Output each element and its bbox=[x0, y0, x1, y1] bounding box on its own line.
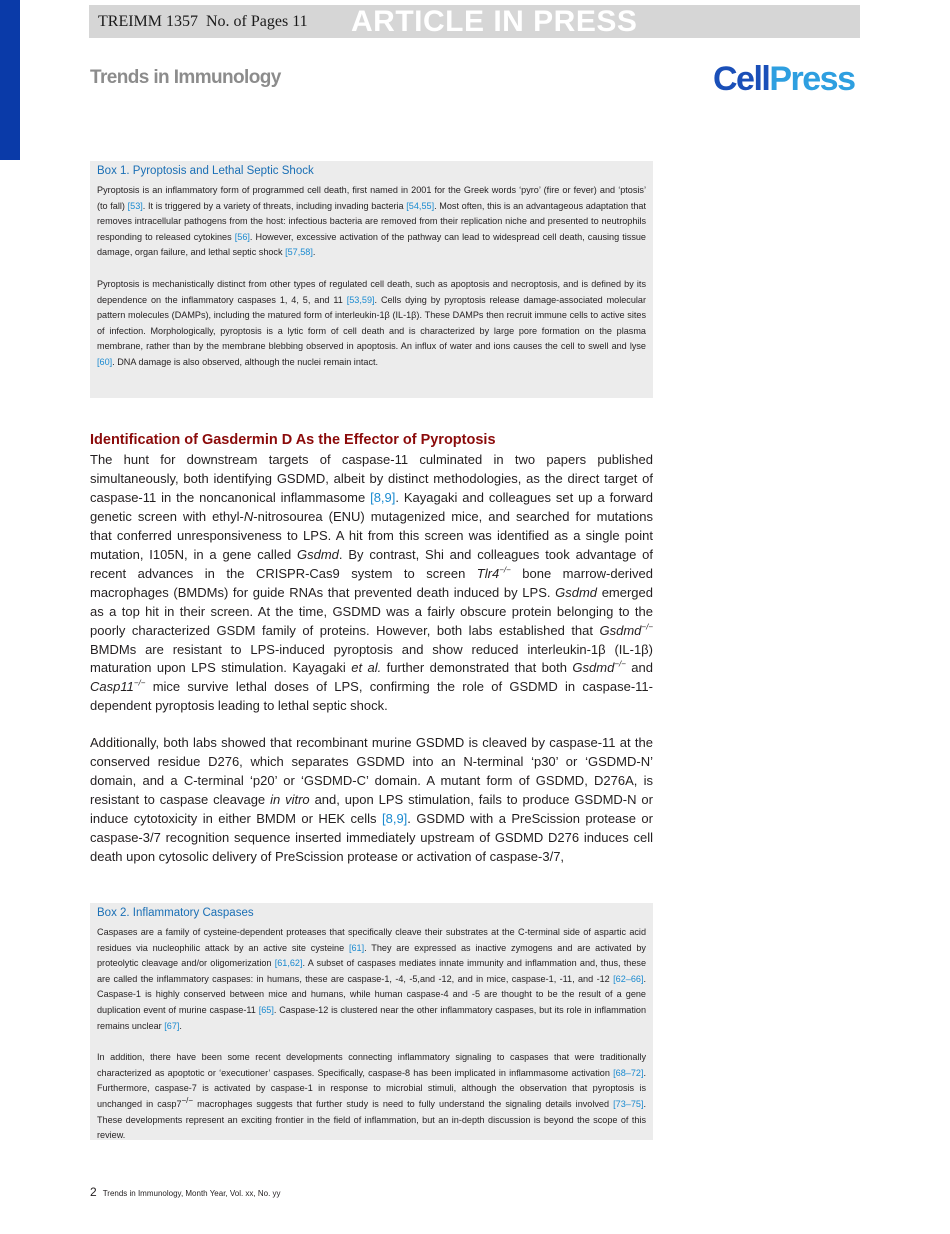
article-in-press-label: ARTICLE IN PRESS bbox=[351, 5, 638, 38]
citation-link[interactable]: [53] bbox=[127, 200, 143, 211]
box-1-paragraph-1: Pyroptosis is an inflammatory form of programmed cell death, first named in 2001 for the Greek words ‘pyro’ (fire or fever) and ‘ptosis’ (to fall) [53]. It is triggered by a variety of threats, including invading bacteria [54,55]. Most often, this is an advantageous adaptation that removes intracellular pathogens from the host: infectious bacteria are removed from their replication niche and presented to neutrophils responding to released cytokines [56]. However, excessive activation of the pathway can lead to widespread cell death, causing tissue damage, organ failure, and lethal septic shock [57,58]. bbox=[97, 185, 647, 258]
section-heading: Identification of Gasdermin D As the Effector of Pyroptosis bbox=[90, 432, 496, 448]
citation-link[interactable]: [54,55] bbox=[406, 200, 435, 211]
body-paragraph-2: Additionally, both labs showed that recombinant murine GSDMD is cleaved by caspase-11 at the conserved residue D276, which separates GSDMD into an N-terminal ‘p30’ or ‘GSDMD-N’ domain, and a C-terminal ‘p20’ or ‘GSDMD-C’ domain. A mutant form of GSDMD, D276A, is resistant to caspase cleavage in vitro and, upon LPS stimulation, fails to produce GSDMD-N or induce cytotoxicity in either BMDM or HEK cells [8,9]. GSDMD with a PreScission protease or caspase-3/7 recognition sequence inserted immediately upstream of GSDMD D276 induces cell death upon cytosolic delivery of PreScission protease or activation of caspase-3/7, bbox=[90, 735, 653, 864]
manuscript-id: TREIMM 1357 bbox=[98, 13, 198, 30]
page-count: No. of Pages 11 bbox=[206, 13, 308, 30]
logo-cell-text: Cell bbox=[713, 60, 770, 98]
citation-link[interactable]: [53,59] bbox=[346, 294, 375, 305]
citation-link[interactable]: [8,9] bbox=[370, 489, 396, 505]
citation-link[interactable]: [67] bbox=[164, 1020, 180, 1031]
cellpress-logo bbox=[713, 60, 855, 99]
citation-link[interactable]: [65] bbox=[258, 1004, 274, 1015]
box-1-paragraph-2: Pyroptosis is mechanistically distinct from other types of regulated cell death, such as apoptosis and necroptosis, and is defined by its dependence on the inflammatory caspases 1, 4, 5, and 11 [53,59]. Cells dying by pyroptosis release damage-associated molecular pattern molecules (DAMPs), including the matured form of interleukin-1β (IL-1β). These DAMPs then recruit immune cells to active sites of infection. Morphologically, pyroptosis is a lytic form of cell death and is characterized by large pore formation on the plasma membrane, rather than by the membrane blebbing observed in apoptosis. An influx of water and ions causes the cell to swell and lyse [60]. DNA damage is also observed, although the nuclei remain intact. bbox=[97, 278, 647, 367]
citation-link[interactable]: [73–75] bbox=[613, 1098, 644, 1109]
box-1-title: Box 1. Pyroptosis and Lethal Septic Shock bbox=[97, 165, 314, 177]
citation-link[interactable]: [68–72] bbox=[613, 1067, 644, 1078]
citation-link[interactable]: [61] bbox=[348, 942, 365, 953]
journal-name: Trends in Immunology bbox=[90, 67, 281, 88]
box-2-paragraph-2: In addition, there have been some recent developments connecting inflammatory signaling to caspases that were traditionally characterized as apoptotic or ‘executioner’ caspases. Specifically, caspase-8 has been implicated in inflammasome activation [68–72]. Furthermore, caspase-7 is activated by caspase-1 in response to microbial stimuli, although the observation that pyroptosis is unchanged in casp7−/− macrophages suggests that further study is need to fully understand the signaling details involved [73–75]. These developments represent an exciting frontier in the field of inflammation, but an in-depth discussion is beyond the scope of this review. bbox=[97, 1052, 646, 1141]
page-footer bbox=[90, 1185, 281, 1199]
page-number: 2 bbox=[90, 1185, 97, 1199]
citation-link[interactable]: [60] bbox=[97, 356, 113, 367]
box-2 bbox=[90, 903, 653, 1140]
manuscript-info bbox=[98, 13, 308, 31]
box-2-paragraph-1: Caspases are a family of cysteine-dependent proteases that specifically cleave their substrates at the C-terminal side of aspartic acid residues via nucleophilic attack by an active site cysteine [61]. They are expressed as inactive zymogens and are activated by proteolytic cleavage and/or oligomerization [61,62]. A subset of caspases mediates innate immunity and inflammation and, thus, these are called the inflammatory caspases: in humans, these are caspase-1, -4, -5,and -12, and in mice, caspase-1, -11, and -12 [62–66]. Caspase-1 is highly conserved between mice and humans, while human caspase-4 and -5 are thought to be the result of a gene duplication event of murine caspase-11 [65]. Caspase-12 is clustered near the other inflammatory caspases, but its role in inflammation remains unclear [67]. bbox=[97, 927, 646, 1031]
box-1 bbox=[90, 161, 653, 398]
citation-link[interactable]: [8,9] bbox=[381, 810, 408, 826]
body-paragraph-1: The hunt for downstream targets of caspase-11 culminated in two papers published simultaneously, both identifying GSDMD, albeit by distinct methodologies, as the direct target of caspase-11 in the noncanonical inflammasome [8,9]. Kayagaki and colleagues set up a forward genetic screen with ethyl-N-nitrosourea (ENU) mutagenized mice, and searched for mutations that conferred unresponsiveness to LPS. A hit from this screen was identified as a single point mutation, I105N, in a gene called Gsdmd. By contrast, Shi and colleagues took advantage of recent advances in the CRISPR-Cas9 system to screen Tlr4−/− bone marrow-derived macrophages (BMDMs) for guide RNAs that prevented death induced by LPS. Gsdmd emerged as a top hit in their screen. At the time, GSDMD was a fairly obscure protein belonging to the poorly characterized GSDM family of proteins. However, both labs established that Gsdmd−/− BMDMs are resistant to LPS-induced pyroptosis and show reduced interleukin-1β (IL-1β) maturation upon LPS stimulation. Kayagaki et al. further demonstrated that both Gsdmd−/− and Casp11−/− mice survive lethal doses of LPS, confirming the role of GSDMD in caspase-11-dependent pyroptosis leading to lethal septic shock. bbox=[90, 452, 654, 714]
box-2-title: Box 2. Inflammatory Caspases bbox=[97, 907, 254, 919]
article-status-banner bbox=[89, 5, 860, 38]
citation-link[interactable]: [61,62] bbox=[274, 958, 303, 969]
journal-citation: Trends in Immunology, Month Year, Vol. xx, No. yy bbox=[102, 1189, 281, 1198]
accent-side-bar bbox=[0, 0, 20, 160]
citation-link[interactable]: [62–66] bbox=[613, 973, 644, 984]
citation-link[interactable]: [57,58] bbox=[285, 247, 313, 258]
citation-link[interactable]: [56] bbox=[234, 231, 250, 242]
logo-press-text: Press bbox=[769, 60, 855, 98]
